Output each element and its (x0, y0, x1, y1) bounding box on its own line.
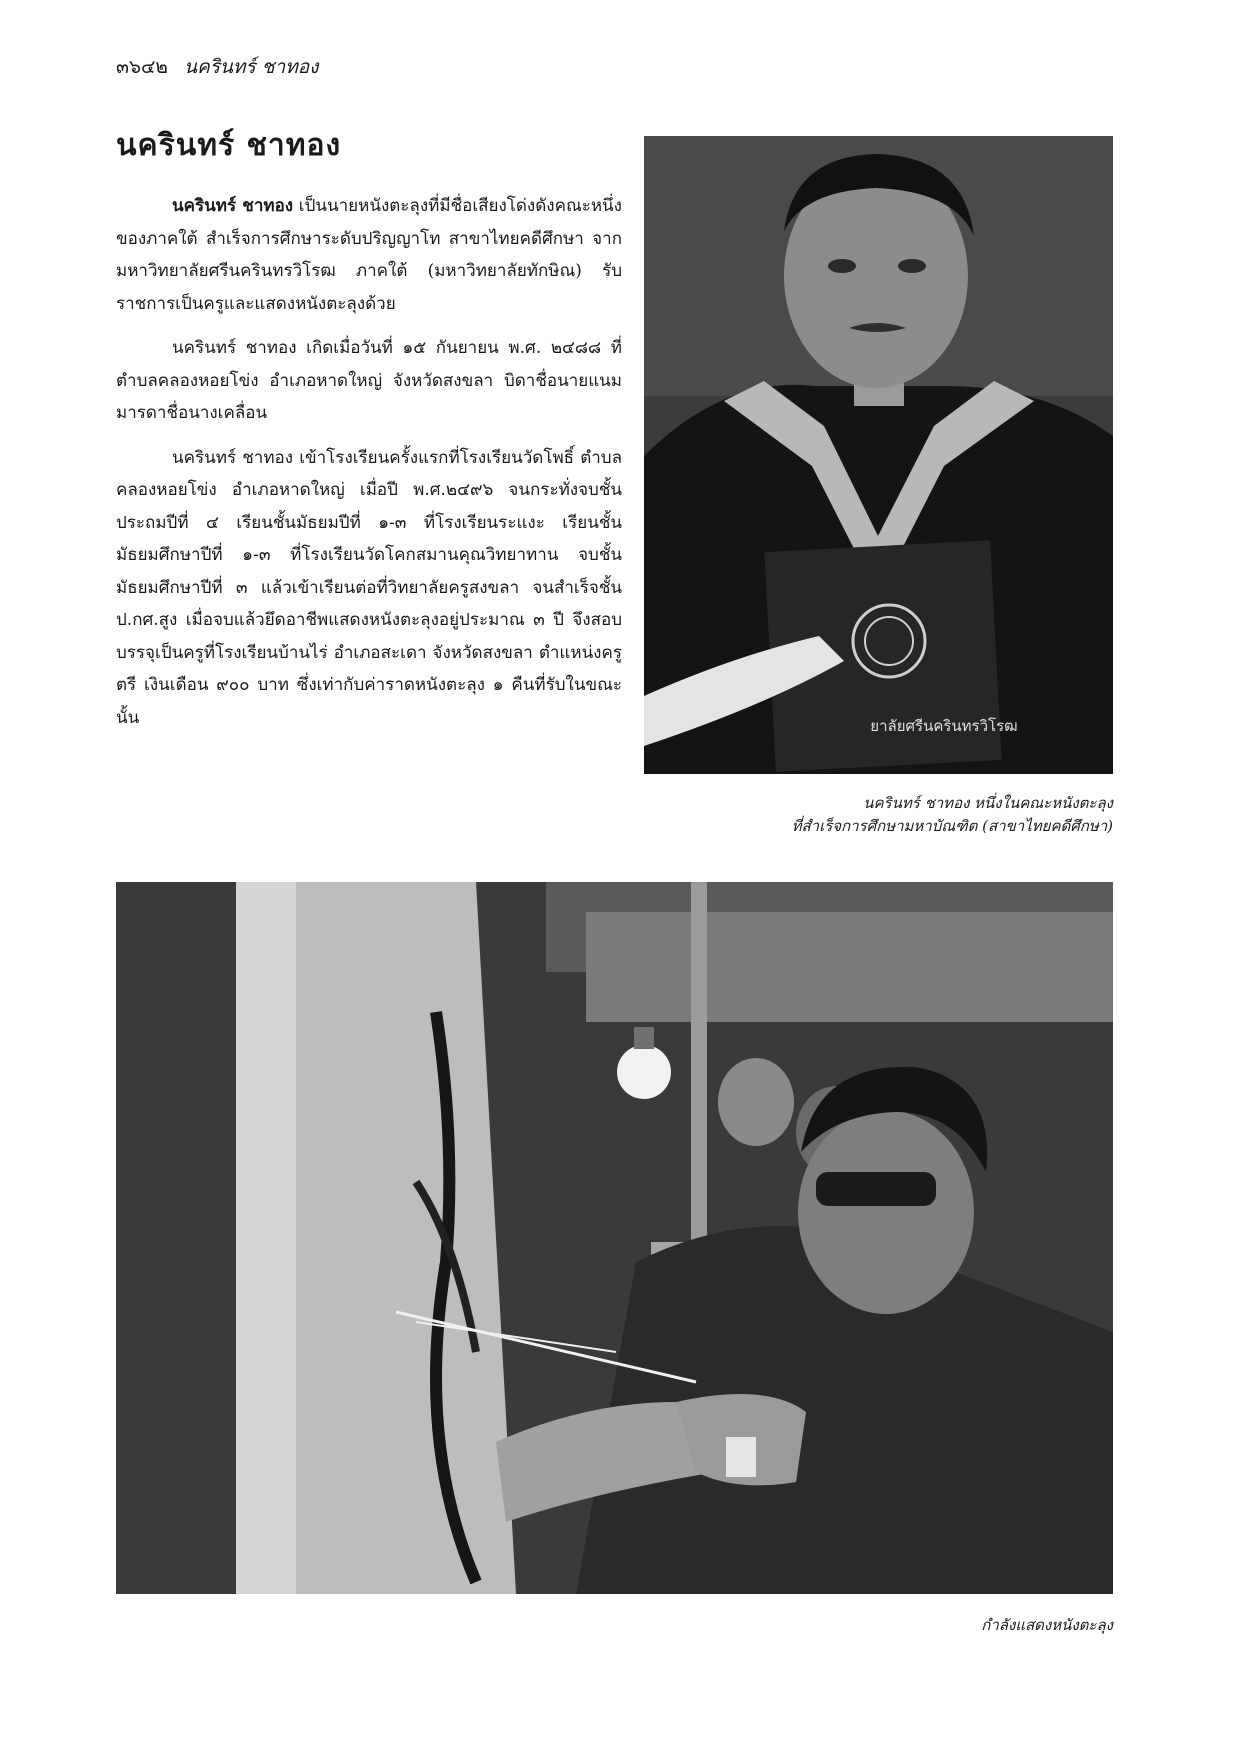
paragraph-1 (116, 190, 622, 320)
performance-photo-caption (981, 1614, 1113, 1637)
running-head (116, 52, 318, 82)
graduation-photo-image (644, 136, 1113, 774)
graduation-photo (644, 136, 1113, 774)
caption-line: ที่สำเร็จการศึกษามหาบัณฑิต (สาขาไทยคดีศึกษา) (791, 817, 1113, 835)
caption-line: กำลังแสดงหนังตะลุง (981, 1616, 1113, 1634)
running-head-title: นครินทร์ ชาทอง (184, 56, 319, 78)
article-body (116, 190, 622, 746)
paragraph-text: นครินทร์ ชาทอง เข้าโรงเรียนครั้งแรกที่โรงเรียนวัดโพธิ์ ตำบลคลองหอยโข่ง อำเภอหาดใหญ่ เมื่อปี พ.ศ.๒๔๙๖ จนกระทั่งจบชั้นประถมปีที่ ๔ เรียนชั้นมัธยมปีที่ ๑-๓ ที่โรงเรียนระแงะ เรียนชั้นมัธยมศึกษาปีที่ ๑-๓ ที่โรงเรียนวัดโคกสมานคุณวิทยาทาน จบชั้นมัธยมศึกษาปีที่ ๓ แล้วเข้าเรียนต่อที่วิทยาลัยครูสงขลา จนสำเร็จชั้น ป.กศ.สูง เมื่อจบแล้วยึดอาชีพแสดงหนังตะลุงอยู่ประมาณ ๓ ปี จึงสอบบรรจุเป็นครูที่โรงเรียนบ้านไร่ อำเภอสะเดา จังหวัดสงขลา ตำแหน่งครูตรี เงินเดือน ๙๐๐ บาท ซึ่งเท่ากับค่าราดหนังตะลุง ๑ คืนที่รับในขณะนั้น (116, 447, 622, 728)
performance-photo-image (116, 882, 1113, 1594)
paragraph-lead: นครินทร์ ชาทอง (172, 196, 294, 216)
paragraph-text: เป็นนายหนังตะลุงที่มีชื่อเสียงโด่งดังคณะหนึ่งของภาคใต้ สำเร็จการศึกษาระดับปริญญาโท สาขาไทยคดีศึกษา จากมหาวิทยาลัยศรีนครินทรวิโรฒ ภาคใต้ (มหาวิทยาลัยทักษิณ) รับราชการเป็นครูและแสดงหนังตะลุงด้วย (116, 196, 622, 314)
certificate-text: ยาลัยศรีนครินทรวิโรฒ (870, 717, 1018, 735)
article-title: นครินทร์ ชาทอง (116, 128, 342, 163)
caption-line: นครินทร์ ชาทอง หนึ่งในคณะหนังตะลุง (863, 794, 1113, 812)
page-number: ๓๖๔๒ (116, 56, 168, 78)
graduation-photo-caption (792, 792, 1113, 838)
paragraph-2 (116, 332, 622, 430)
performance-photo (116, 882, 1113, 1594)
paragraph-text: นครินทร์ ชาทอง เกิดเมื่อวันที่ ๑๕ กันยายน พ.ศ. ๒๔๘๘ ที่ตำบลคลองหอยโข่ง อำเภอหาดใหญ่ จังหวัดสงขลา บิดาชื่อนายแนม มารดาชื่อนางเคลื่อน (116, 338, 622, 423)
paragraph-3 (116, 442, 622, 735)
